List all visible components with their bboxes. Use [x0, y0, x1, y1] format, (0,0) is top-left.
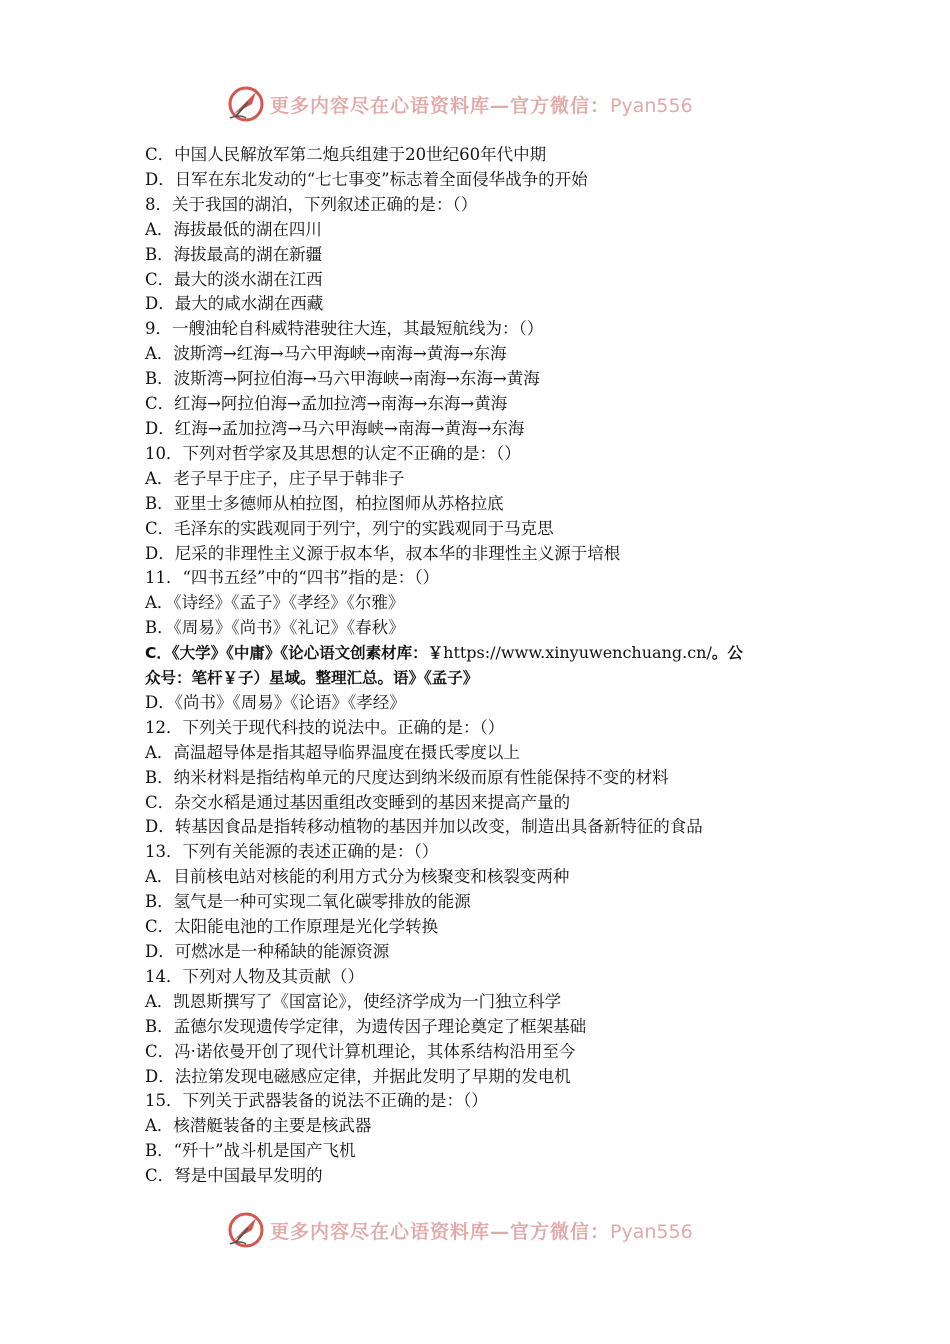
option-line: B．波斯湾→阿拉伯海→马六甲海峡→南海→东海→黄海	[145, 369, 540, 389]
text-line: D．日军在东北发动的“七七事变”标志着全面侵华战争的开始	[145, 169, 588, 189]
wechat-id: Pyan556	[610, 94, 693, 117]
watermark-url-link[interactable]: https://www.xinyuwenchuang.cn/	[443, 643, 712, 663]
option-line: C．杂交水稻是通过基因重组改变睡到的基因来提高产量的	[145, 792, 571, 812]
question-list	[145, 143, 815, 1189]
option-line: C．冯·诺依曼开创了现代计算机理论，其体系结构沿用至今	[145, 1041, 576, 1061]
question-12: 12．下列关于现代科技的说法中。正确的是：（）	[145, 717, 505, 737]
option-line: D．《尚书》《周易》《论语》《孝经》	[145, 692, 406, 712]
option-line: D．红海→孟加拉湾→马六甲海峡→南海→黄海→东海	[145, 418, 525, 438]
question-10: 10．下列对哲学家及其思想的认定不正确的是：（）	[145, 443, 521, 463]
option-line: A．高温超导体是指其超导临界温度在摄氏零度以上	[145, 742, 520, 762]
option-line: D．最大的咸水湖在西藏	[145, 294, 324, 314]
option-line: D．法拉第发现电磁感应定律，并据此发明了早期的发电机	[145, 1066, 571, 1086]
option-line: C．最大的淡水湖在江西	[145, 269, 323, 289]
option-line: C．弩是中国最早发明的	[145, 1166, 323, 1186]
option-line: B．孟德尔发现遗传学定律，为遗传因子理论奠定了框架基础	[145, 1016, 587, 1036]
banner-text	[270, 91, 693, 118]
option-line: A．波斯湾→红海→马六甲海峡→南海→黄海→东海	[145, 344, 507, 364]
wechat-id: Pyan556	[610, 1220, 693, 1243]
question-13: 13．下列有关能源的表述正确的是：（）	[145, 842, 439, 862]
quill-logo-icon	[226, 84, 266, 124]
option-line: A．老子早于庄子，庄子早于韩非子	[145, 468, 405, 488]
option-line: C．红海→阿拉伯海→孟加拉湾→南海→东海→黄海	[145, 394, 508, 414]
option-line: B．海拔最高的湖在新疆	[145, 244, 323, 264]
option-line: A．目前核电站对核能的利用方式分为核聚变和核裂变两种	[145, 867, 570, 887]
option-line: C．太阳能电池的工作原理是光化学转换	[145, 917, 439, 937]
option-line: B．“歼十”战斗机是国产飞机	[145, 1141, 356, 1161]
option-line: D．尼采的非理性主义源于叔本华，叔本华的非理性主义源于培根	[145, 543, 621, 563]
question-11: 11．“四书五经”中的“四书”指的是：（）	[145, 568, 439, 588]
question-15: 15．下列关于武器装备的说法不正确的是：（）	[145, 1091, 488, 1111]
question-9: 9．一艘油轮自科威特港驶往大连，其最短航线为：（）	[145, 319, 544, 339]
watermark-option-line-2: 众号：笔杆￥子）星域。整理汇总。语》《孟子》	[145, 669, 479, 688]
banner-title: 更多内容尽在心语资料库—官方微信：	[270, 94, 611, 117]
option-line: A．凯恩斯撰写了《国富论》，使经济学成为一门独立科学	[145, 991, 562, 1011]
option-line: A．海拔最低的湖在四川	[145, 219, 322, 239]
option-line: B．亚里士多德师从柏拉图，柏拉图师从苏格拉底	[145, 493, 504, 513]
option-line: D．转基因食品是指转移动植物的基因并加以改变，制造出具备新特征的食品	[145, 817, 703, 837]
watermark-prefix: C．《大学》《中庸》《论心语文创素材库：￥	[145, 644, 444, 663]
option-line: A．核潜艇装备的主要是核武器	[145, 1116, 372, 1136]
option-line: B．氢气是一种可实现二氧化碳零排放的能源	[145, 892, 471, 912]
footer-watermark-banner	[226, 1210, 746, 1250]
watermark-option-line	[145, 641, 815, 666]
header-watermark-banner	[226, 84, 746, 124]
question-8: 8．关于我国的湖泊，下列叙述正确的是：（）	[145, 194, 478, 214]
quill-logo-icon	[226, 1210, 266, 1250]
banner-title: 更多内容尽在心语资料库—官方微信：	[270, 1220, 611, 1243]
option-line: B．《周易》《尚书》《礼记》《春秋》	[145, 618, 405, 638]
question-14: 14．下列对人物及其贡献（）	[145, 966, 364, 986]
watermark-suffix: 。公	[711, 644, 743, 663]
option-line: D．可燃冰是一种稀缺的能源资源	[145, 942, 390, 961]
option-line: A．《诗经》《孟子》《孝经》《尔雅》	[145, 593, 405, 613]
option-line: C．毛泽东的实践观同于列宁，列宁的实践观同于马克思	[145, 518, 554, 538]
text-line: C．中国人民解放军第二炮兵组建于20世纪60年代中期	[145, 145, 547, 164]
option-line: B．纳米材料是指结构单元的尺度达到纳米级而原有性能保持不变的材料	[145, 767, 669, 787]
banner-text	[270, 1217, 693, 1244]
